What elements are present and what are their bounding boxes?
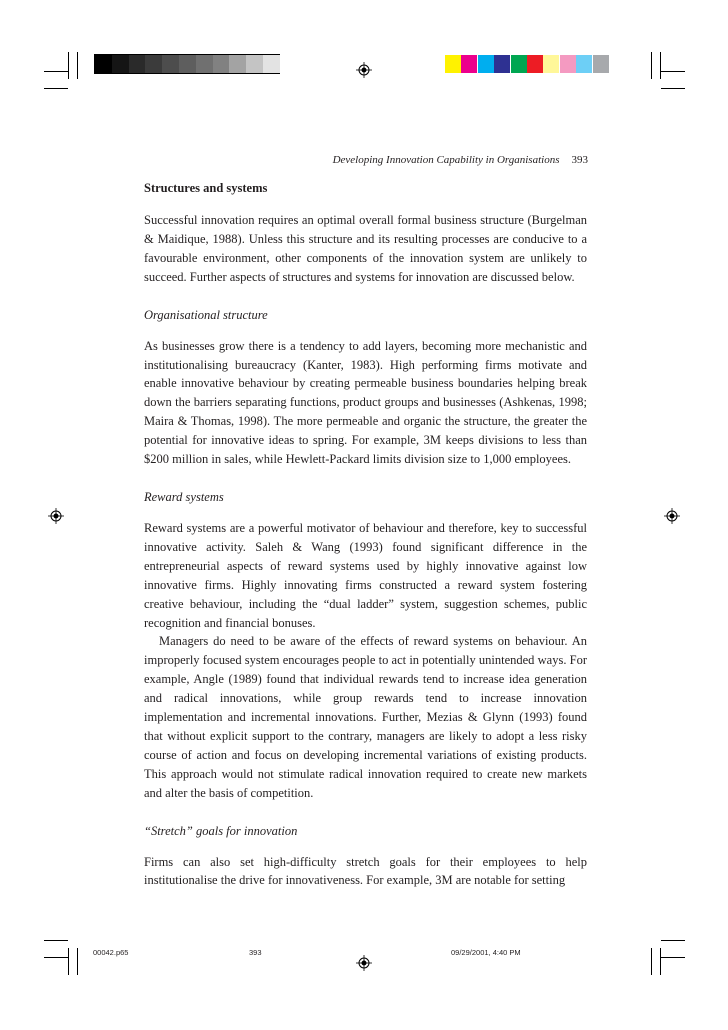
footer-file-name: 00042.p65 <box>93 948 129 957</box>
page-number: 393 <box>571 154 588 166</box>
paragraph-organisational-structure: As businesses grow there is a tendency to add layers, becoming more mechanistic and institutionalising bureaucracy (Kanter, 1983). High performing firms motivate and enable innovative behaviour by creating permeable business boundaries helping break down the barriers separating functions, product groups and businesses (Ashkenas, 1998; Maira & Thomas, 1998). The more permeable and organic the structure, the greater the potential for innovative ideas to spring. For example, 3M keeps divisions to less than $200 million in sales, while Hewlett-Packard limits division size to 1,000 employees. <box>144 338 587 467</box>
subheading-reward-systems: Reward systems <box>144 489 224 504</box>
process-color-swatch <box>478 55 494 73</box>
paragraph-reward-systems-1: Reward systems are a powerful motivator of behaviour and therefore, key to successful innovative activity. Saleh & Wang (1993) found significant difference in the entrepreneurial aspects of reward systems used by highly innovative against low innovative firms. Highly innovating firms constructed a reward system fostering creative behaviour, including the “dual ladder” system, suggestion schemes, public recognition and financial bonuses. <box>144 520 587 630</box>
gray-swatch <box>179 55 196 73</box>
footer-datetime: 09/29/2001, 4:40 PM <box>451 948 521 957</box>
registration-mark-icon <box>356 955 372 971</box>
section-intro: Successful innovation requires an optimal overall formal business structure (Burgelman & Maidique, 1988). Unless this structure and its resulting processes are conducive to a favourable environment, other components of the innovation system are unlikely to succeed. Further aspects of structures and systems for innovation are discussed below. <box>144 213 587 284</box>
section-title: Structures and systems <box>144 181 268 195</box>
paragraph-stretch-goals: Firms can also set high-difficulty stretch goals for their employees to help institutionalise the drive for innovativeness. For example, 3M are notable for setting <box>144 854 587 888</box>
process-color-swatch <box>445 55 461 73</box>
process-color-swatch <box>576 55 592 73</box>
paragraph-reward-systems-2: Managers do need to be aware of the effects of reward systems on behaviour. An improperly focused system encourages people to act in potentially unintended ways. For example, Angle (1989) found that individual rewards tend to increase idea generation and radical innovations, while group rewards tend to increase innovation implementation and incremental innovations. Further, Mezias & Glynn (1993) found that without explicit support to the contrary, managers are likely to adopt a less risky course of action and focus on developing incremental variations of existing products. This approach would not stimulate radical innovation required to create new markets and alter the basis of competition. <box>144 634 587 800</box>
process-color-swatch <box>543 55 559 73</box>
gray-swatch <box>246 55 263 73</box>
gray-swatch <box>112 55 129 73</box>
gray-swatch <box>263 55 280 73</box>
gray-swatch <box>162 55 179 73</box>
gray-swatch <box>95 55 112 73</box>
gray-swatch <box>213 55 230 73</box>
process-color-swatch <box>527 55 543 73</box>
registration-mark-icon <box>664 508 680 524</box>
process-color-swatch <box>461 55 477 73</box>
subheading-organisational-structure: Organisational structure <box>144 307 268 322</box>
registration-mark-icon <box>356 62 372 78</box>
registration-mark-icon <box>48 508 64 524</box>
process-color-swatch <box>593 55 609 73</box>
gray-swatch <box>129 55 146 73</box>
gray-swatch <box>145 55 162 73</box>
gray-swatch <box>229 55 246 73</box>
page-body <box>144 179 587 890</box>
process-color-swatch <box>560 55 576 73</box>
running-header <box>300 154 588 166</box>
subheading-stretch-goals: “Stretch” goals for innovation <box>144 823 298 838</box>
running-title: Developing Innovation Capability in Organisations <box>332 154 560 166</box>
gray-swatch <box>196 55 213 73</box>
process-color-swatch <box>511 55 527 73</box>
footer-page-number: 393 <box>249 948 262 957</box>
process-color-swatch <box>494 55 510 73</box>
